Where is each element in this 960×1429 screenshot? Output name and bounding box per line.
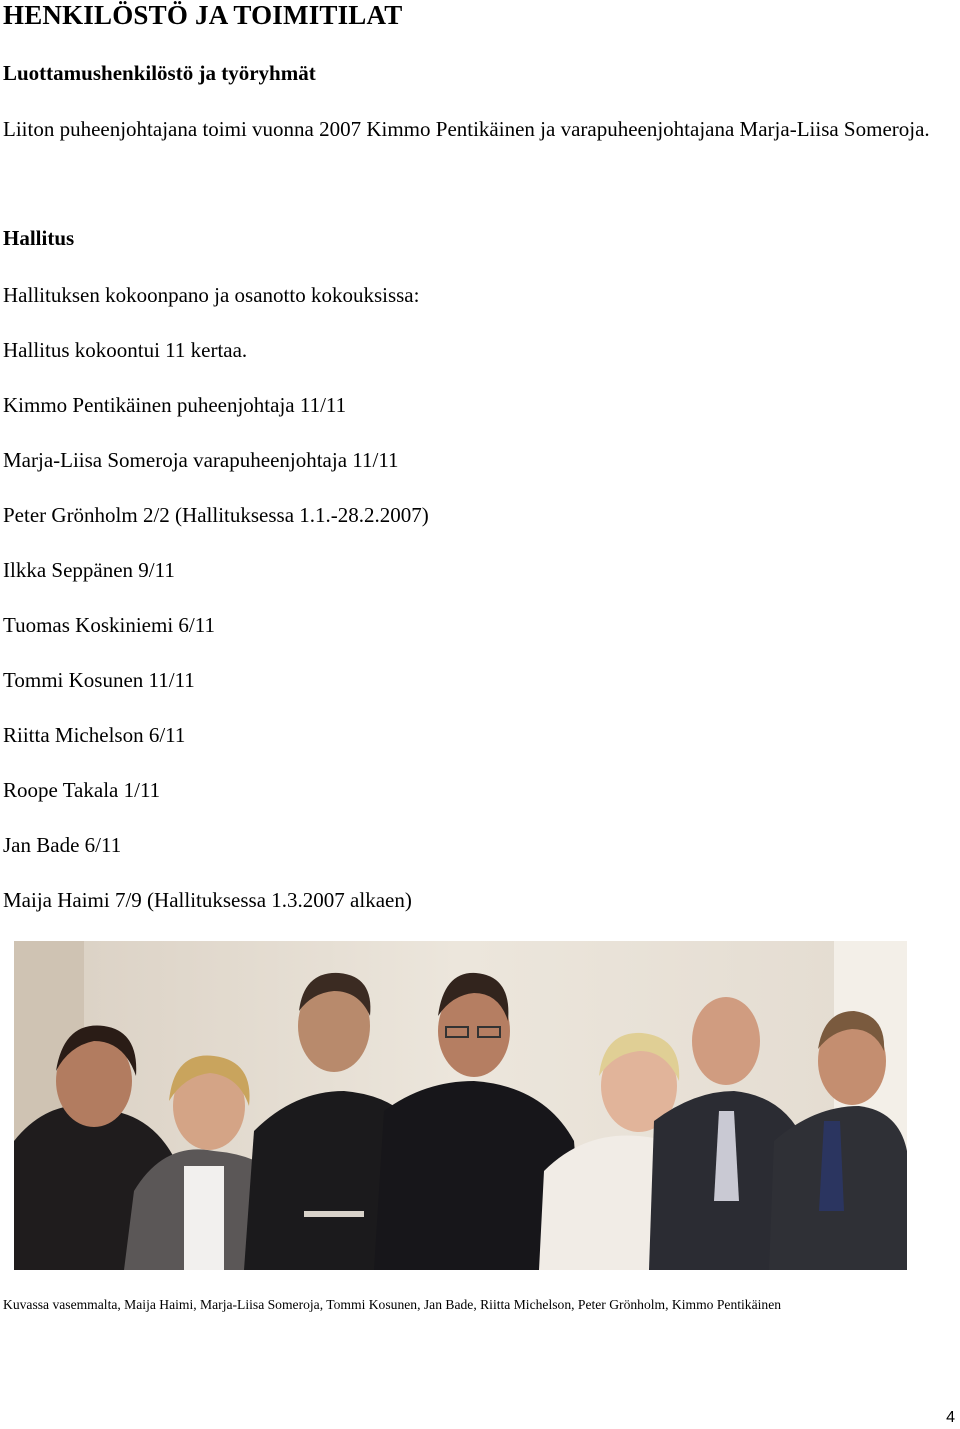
- page-heading: HENKILÖSTÖ JA TOIMITILAT: [3, 0, 403, 30]
- section-subheading: Luottamushenkilöstö ja työryhmät: [3, 61, 316, 85]
- board-line: Jan Bade 6/11: [3, 833, 122, 857]
- board-line: Tuomas Koskiniemi 6/11: [3, 613, 215, 637]
- group-photo-illustration: [14, 941, 907, 1270]
- board-line: Maija Haimi 7/9 (Hallituksessa 1.3.2007 alkaen): [3, 888, 412, 912]
- page-number: 4: [946, 1409, 955, 1426]
- board-line: Peter Grönholm 2/2 (Hallituksessa 1.1.-28.2.2007): [3, 503, 429, 527]
- intro-paragraph: Liiton puheenjohtajana toimi vuonna 2007 Kimmo Pentikäinen ja varapuheenjohtajana Marja-Liisa Someroja.: [3, 117, 930, 141]
- board-line: Marja-Liisa Someroja varapuheenjohtaja 11/11: [3, 448, 399, 472]
- board-line: Roope Takala 1/11: [3, 778, 161, 802]
- board-heading: Hallitus: [3, 226, 75, 250]
- board-line: Hallituksen kokoonpano ja osanotto kokouksissa:: [3, 283, 420, 307]
- board-line: Kimmo Pentikäinen puheenjohtaja 11/11: [3, 393, 347, 417]
- photo-caption: Kuvassa vasemmalta, Maija Haimi, Marja-Liisa Someroja, Tommi Kosunen, Jan Bade, Riitta Michelson, Peter Grönholm, Kimmo Pentikäinen: [3, 1297, 782, 1312]
- board-line: Ilkka Seppänen 9/11: [3, 558, 175, 582]
- board-line: Riitta Michelson 6/11: [3, 723, 186, 747]
- board-line: Tommi Kosunen 11/11: [3, 668, 195, 692]
- board-group-photo: [14, 941, 907, 1270]
- board-line: Hallitus kokoontui 11 kertaa.: [3, 338, 248, 362]
